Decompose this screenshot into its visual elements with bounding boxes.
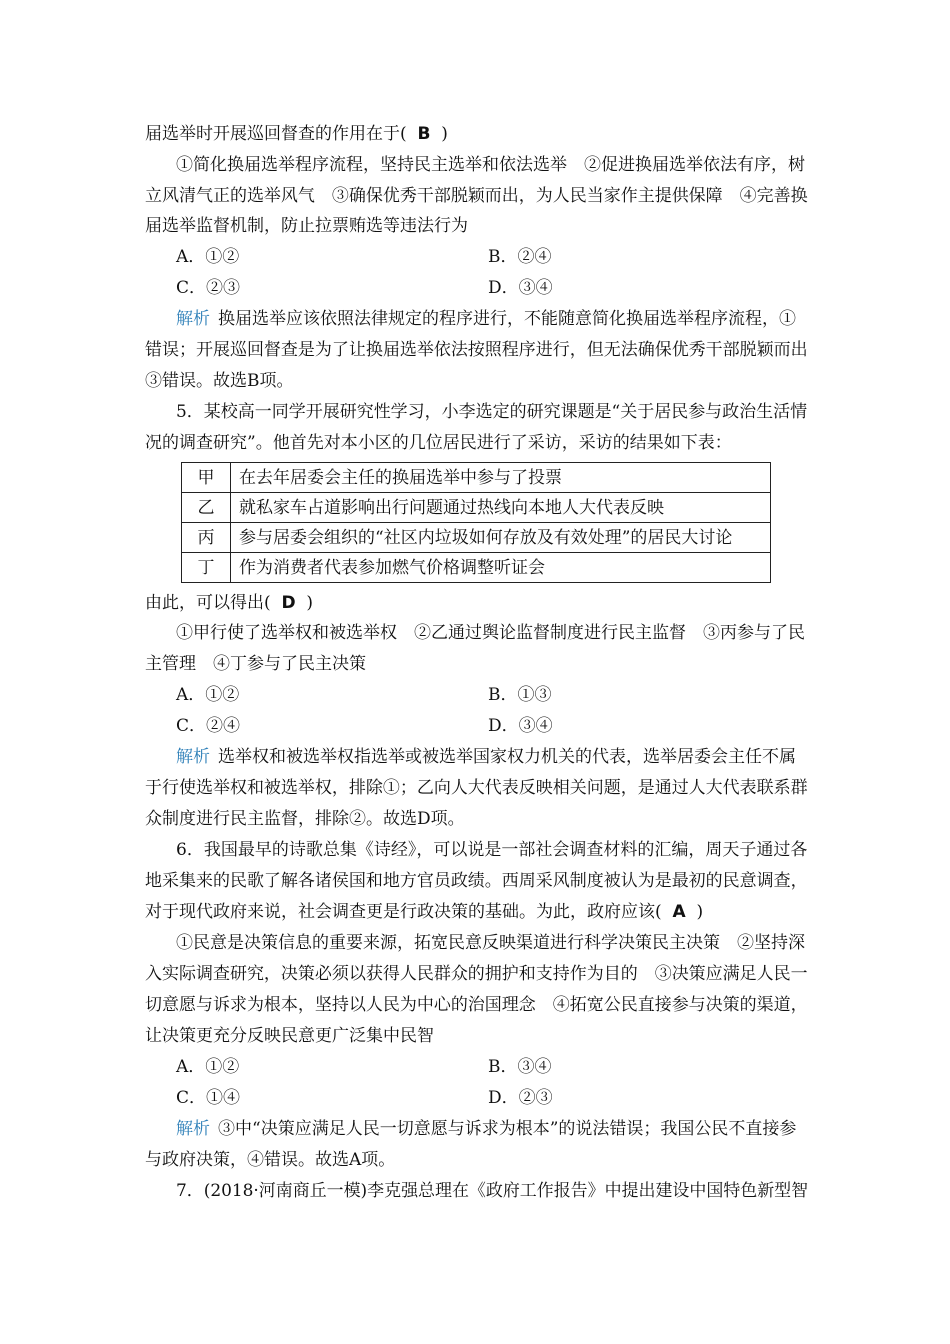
q6-statement-line: ①民意是决策信息的重要来源，拓宽民意反映渠道进行科学决策民主决策 ②坚持深	[176, 933, 805, 953]
q6-statement-line: 让决策更充分反映民意更广泛集中民智	[145, 1026, 434, 1046]
q5-option-d: D．③④	[488, 716, 553, 736]
q4-statement-line: ①简化换届选举程序流程，坚持民主选举和依法选举 ②促进换届选举依法有序，树	[176, 155, 805, 175]
q5-statement-line: ①甲行使了选举权和被选举权 ②乙通过舆论监督制度进行民主监督 ③丙参与了民	[176, 623, 805, 643]
q4-option-c: C．②③	[176, 278, 241, 298]
table-cell-action: 在去年居委会主任的换届选举中参与了投票	[231, 463, 771, 493]
q5-option-b: B．①③	[488, 685, 552, 705]
q5-option-a: A．①②	[176, 685, 240, 705]
table-cell-person: 乙	[182, 493, 231, 523]
q4-analysis-line: ③错误。故选B项。	[145, 371, 294, 391]
q6-stem-line: 地采集来的民歌了解各诸侯国和地方官员政绩。西周采风制度被认为是最初的民意调查，	[145, 871, 808, 891]
q7-stem: 7．(2018·河南商丘一模)李克强总理在《政府工作报告》中提出建设中国特色新型智	[176, 1181, 809, 1201]
table-cell-action: 就私家车占道影响出行问题通过热线向本地人大代表反映	[231, 493, 771, 523]
analysis-tag: 解析	[176, 309, 210, 329]
q6-option-a: A．①②	[176, 1057, 240, 1077]
table-cell-action: 作为消费者代表参加燃气价格调整听证会	[231, 553, 771, 583]
q5-analysis-line: 众制度进行民主监督，排除②。故选D项。	[145, 809, 465, 829]
q4-statement-line: 届选举监督机制，防止拉票贿选等违法行为	[145, 216, 468, 236]
q5-question: 由此，可以得出( D )	[145, 593, 314, 613]
q4-statement-line: 立风清气正的选举风气 ③确保优秀干部脱颖而出，为人民当家作主提供保障 ④完善换	[145, 186, 808, 206]
q6-option-d: D．②③	[488, 1088, 553, 1108]
q6-stem-line: 对于现代政府来说，社会调查更是行政决策的基础。为此，政府应该( A )	[145, 902, 704, 922]
q6-analysis-line: 与政府决策，④错误。故选A项。	[145, 1150, 396, 1170]
q5-analysis-line: 于行使选举权和被选举权，排除①；乙向人大代表反映相关问题，是通过人大代表联系群	[145, 778, 808, 798]
q4-option-a: A．①②	[176, 247, 240, 267]
table-cell-action: 参与居委会组织的“社区内垃圾如何存放及有效处理”的居民大讨论	[231, 523, 771, 553]
q5-statement-line: 主管理 ④丁参与了民主决策	[145, 654, 366, 674]
q5-analysis: 解析 选举权和被选举权指选举或被选举国家权力机关的代表，选举居委会主任不属	[176, 747, 796, 767]
q4-stem: 届选举时开展巡回督查的作用在于( B )	[145, 124, 448, 144]
q4-analysis: 解析 换届选举应该依照法律规定的程序进行，不能随意简化换届选举程序流程，①	[176, 309, 796, 329]
q5-stem: 5．某校高一同学开展研究性学习，小李选定的研究课题是“关于居民参与政治生活情	[176, 402, 808, 422]
q6-answer: A	[672, 902, 686, 922]
q4-option-d: D．③④	[488, 278, 553, 298]
q6-analysis: 解析 ③中“决策应满足人民一切意愿与诉求为根本”的说法错误；我国公民不直接参	[176, 1119, 797, 1139]
table-row	[182, 523, 771, 553]
q6-option-b: B．③④	[488, 1057, 552, 1077]
q6-statement-line: 切意愿与诉求为根本，坚持以人民为中心的治国理念 ④拓宽公民直接参与决策的渠道，	[145, 995, 808, 1015]
table-row	[182, 463, 771, 493]
q4-analysis-line: 错误；开展巡回督查是为了让换届选举依法按照程序进行，但无法确保优秀干部脱颖而出	[145, 340, 808, 360]
q4-option-b: B．②④	[488, 247, 552, 267]
table-row	[182, 553, 771, 583]
q6-option-c: C．①④	[176, 1088, 241, 1108]
q6-stem: 6．我国最早的诗歌总集《诗经》，可以说是一部社会调查材料的汇编，周天子通过各	[176, 840, 808, 860]
q4-answer: B	[417, 124, 431, 144]
table-cell-person: 丙	[182, 523, 231, 553]
q5-option-c: C．②④	[176, 716, 241, 736]
q5-stem-line: 况的调查研究”。他首先对本小区的几位居民进行了采访，采访的结果如下表：	[145, 433, 732, 453]
analysis-tag: 解析	[176, 1119, 210, 1139]
q6-statement-line: 入实际调查研究，决策必须以获得人民群众的拥护和支持作为目的 ③决策应满足人民一	[145, 964, 808, 984]
table-cell-person: 丁	[182, 553, 231, 583]
table-cell-person: 甲	[182, 463, 231, 493]
analysis-tag: 解析	[176, 747, 210, 767]
q5-answer: D	[281, 593, 296, 613]
q5-survey-table	[181, 462, 771, 583]
table-row	[182, 493, 771, 523]
